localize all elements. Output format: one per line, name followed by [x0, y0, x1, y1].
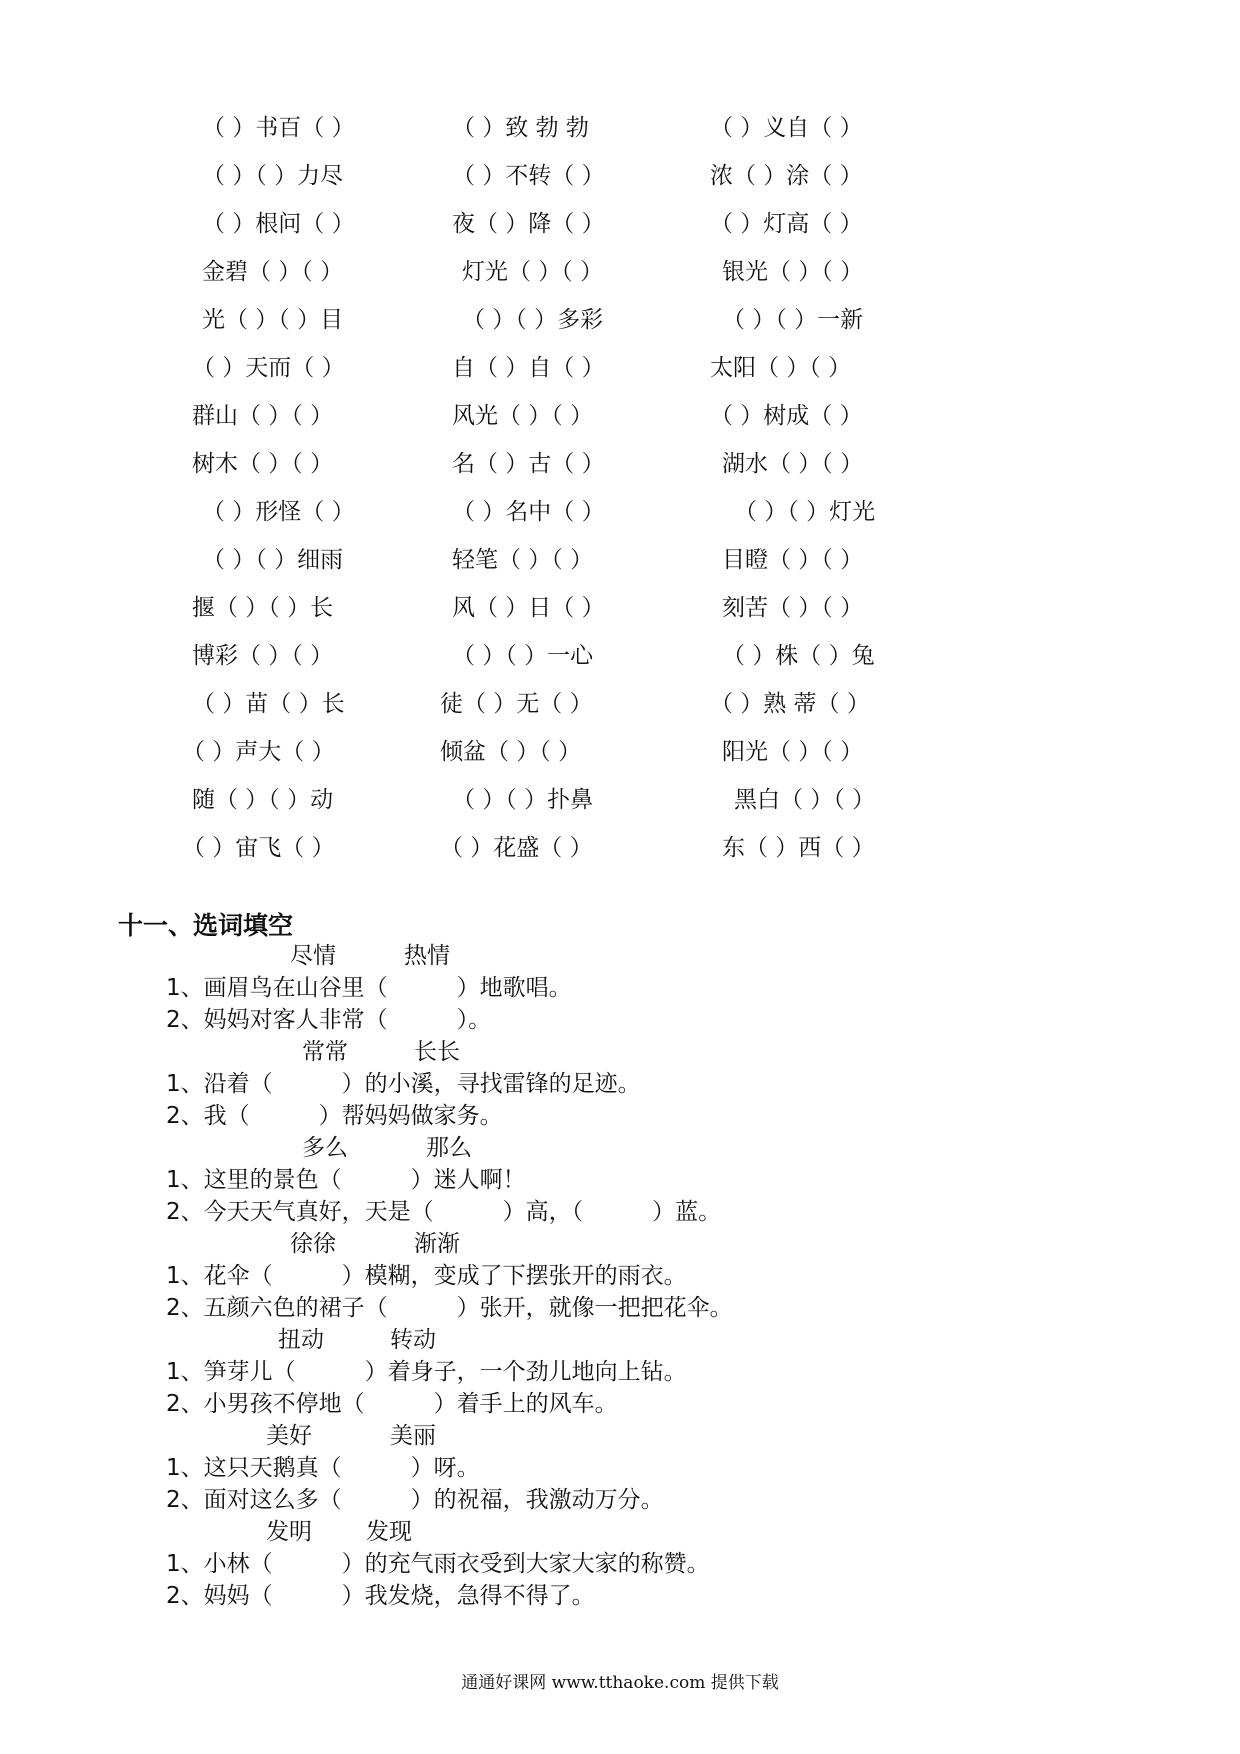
idiom-cell: （ ）熟 蒂（ ）	[710, 691, 870, 717]
question-item: 1、这里的景色（ ）迷人啊！	[166, 1167, 526, 1193]
idiom-cell: 光（ ）（ ）目	[202, 307, 344, 333]
word-choice: 扭动	[278, 1327, 324, 1353]
idiom-cell: （ ）苗（ ）长	[192, 691, 345, 717]
word-choice: 徐徐	[290, 1231, 336, 1257]
idiom-cell: （ ）宙飞（ ）	[182, 835, 335, 861]
word-choice: 那么	[426, 1135, 472, 1161]
question-item: 2、我（ ）帮妈妈做家务。	[166, 1103, 503, 1129]
word-choice: 渐渐	[414, 1231, 460, 1257]
idiom-cell: 名（ ）古（ ）	[452, 451, 605, 477]
idiom-cell: （ ）树成（ ）	[710, 403, 863, 429]
word-choice: 长长	[414, 1039, 460, 1065]
question-item: 2、五颜六色的裙子（ ）张开，就像一把把花伞。	[166, 1295, 733, 1321]
idiom-cell: （ ）天而（ ）	[192, 355, 345, 381]
idiom-cell: 湖水（ ）（ ）	[722, 451, 864, 477]
idiom-cell: 风光（ ）（ ）	[452, 403, 594, 429]
idiom-cell: （ ）（ ）灯光	[734, 499, 876, 525]
idiom-cell: 灯光（ ）（ ）	[462, 259, 604, 285]
word-choice: 多么	[302, 1135, 348, 1161]
idiom-cell: （ ）花盛（ ）	[440, 835, 593, 861]
question-item: 1、这只天鹅真（ ）呀。	[166, 1455, 480, 1481]
idiom-cell: 太阳（ ）（ ）	[710, 355, 852, 381]
idiom-cell: （ ）名中（ ）	[452, 499, 605, 525]
idiom-cell: （ ）（ ）细雨	[202, 547, 344, 573]
idiom-cell: 随（ ）（ ）动	[192, 787, 334, 813]
idiom-cell: 轻笔（ ）（ ）	[452, 547, 594, 573]
question-item: 2、妈妈对客人非常（ ）。	[166, 1007, 492, 1033]
idiom-cell: （ ）根问（ ）	[202, 211, 355, 237]
idiom-cell: 银光（ ）（ ）	[722, 259, 864, 285]
idiom-cell: （ ）（ ）一新	[722, 307, 864, 333]
idiom-cell: （ ）（ ）扑鼻	[452, 787, 594, 813]
question-item: 2、妈妈（ ）我发烧，急得不得了。	[166, 1583, 595, 1609]
idiom-cell: （ ）书百（ ）	[202, 115, 355, 141]
idiom-cell: 浓（ ）涂（ ）	[710, 163, 863, 189]
word-choice: 美好	[266, 1423, 312, 1449]
idiom-cell: （ ）致 勃 勃	[452, 115, 589, 141]
idiom-cell: （ ）（ ）多彩	[462, 307, 604, 333]
idiom-cell: （ ）义自（ ）	[710, 115, 863, 141]
idiom-cell: 倾盆（ ）（ ）	[440, 739, 582, 765]
word-choice: 常常	[302, 1039, 348, 1065]
idiom-cell: （ ）不转（ ）	[452, 163, 605, 189]
idiom-cell: （ ）（ ）一心	[452, 643, 594, 669]
idiom-cell: （ ）株（ ）兔	[722, 643, 875, 669]
word-choice: 转动	[390, 1327, 436, 1353]
question-item: 1、笋芽儿（ ）着身子，一个劲儿地向上钻。	[166, 1359, 687, 1385]
idiom-cell: （ ）（ ）力尽	[202, 163, 344, 189]
idiom-cell: 揠（ ）（ ）长	[192, 595, 334, 621]
word-choice: 热情	[404, 943, 450, 969]
idiom-cell: 刻苦（ ）（ ）	[722, 595, 864, 621]
question-item: 1、花伞（ ）模糊，变成了下摆张开的雨衣。	[166, 1263, 687, 1289]
idiom-cell: （ ）声大（ ）	[182, 739, 335, 765]
idiom-cell: 自（ ）自（ ）	[452, 355, 605, 381]
idiom-cell: 风（ ）日（ ）	[452, 595, 605, 621]
idiom-cell: 夜（ ）降（ ）	[452, 211, 605, 237]
question-item: 2、今天天气真好，天是（ ）高，（ ）蓝。	[166, 1199, 722, 1225]
section-title: 十一、选词填空	[118, 911, 294, 940]
idiom-cell: 东（ ）西（ ）	[722, 835, 875, 861]
word-choice: 尽情	[290, 943, 336, 969]
idiom-cell: （ ）形怪（ ）	[202, 499, 355, 525]
idiom-cell: 金碧（ ）（ ）	[202, 259, 344, 285]
idiom-cell: 博彩（ ）（ ）	[192, 643, 334, 669]
idiom-cell: 黑白（ ）（ ）	[734, 787, 876, 813]
question-item: 1、画眉鸟在山谷里（ ）地歌唱。	[166, 975, 572, 1001]
idiom-cell: 群山（ ）（ ）	[192, 403, 334, 429]
idiom-cell: 阳光（ ）（ ）	[722, 739, 864, 765]
idiom-cell: 树木（ ）（ ）	[192, 451, 334, 477]
question-item: 1、沿着（ ）的小溪，寻找雷锋的足迹。	[166, 1071, 641, 1097]
question-item: 2、小男孩不停地（ ）着手上的风车。	[166, 1391, 618, 1417]
idiom-cell: 徒（ ）无（ ）	[440, 691, 593, 717]
page-footer: 通通好课网 www.tthaoke.com 提供下载	[461, 1673, 779, 1693]
question-item: 2、面对这么多（ ）的祝福，我激动万分。	[166, 1487, 664, 1513]
word-choice: 发现	[366, 1519, 412, 1545]
word-choice: 发明	[266, 1519, 312, 1545]
idiom-cell: （ ）灯高（ ）	[710, 211, 863, 237]
question-item: 1、小林（ ）的充气雨衣受到大家大家的称赞。	[166, 1551, 710, 1577]
idiom-cell: 目瞪（ ）（ ）	[722, 547, 864, 573]
word-choice: 美丽	[390, 1423, 436, 1449]
